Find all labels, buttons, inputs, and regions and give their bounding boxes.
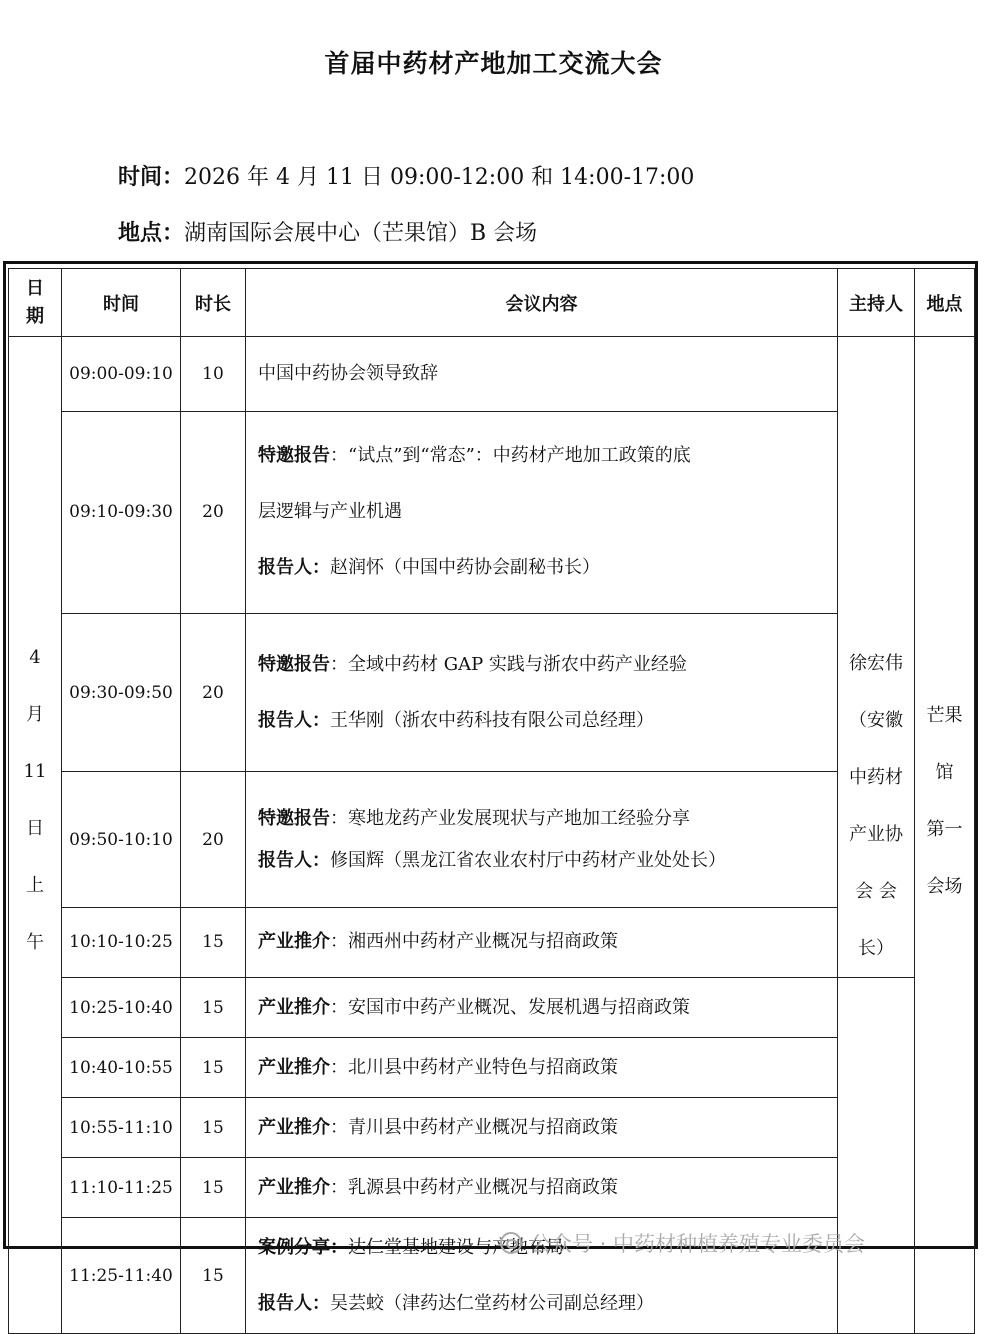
row-duration: 15 [181,1098,246,1158]
host-line: 会 会 [855,881,897,902]
content-label: 案例分享： [258,1236,348,1258]
date-char: 午 [26,932,44,953]
table-row [9,907,975,977]
table-row [9,613,975,772]
table-row [9,1038,975,1098]
content-label: 产业推介 [258,1116,330,1138]
table-row [9,411,975,613]
content-label: 产业推介 [258,1176,330,1198]
row-duration: 15 [181,978,246,1038]
row-content [246,337,838,412]
row-time: 09:30-09:50 [62,613,181,772]
content-label: 报告人： [258,1292,330,1314]
content-text: 达仁堂基地建设与产地布局 [348,1236,564,1258]
row-time: 10:40-10:55 [62,1038,181,1098]
host-line: 产业协 [849,824,903,845]
row-time: 09:10-09:30 [62,411,181,613]
content-label: 产业推介 [258,931,330,953]
content-text: 吴芸蛟（津药达仁堂药材公司副总经理） [330,1292,654,1314]
row-duration: 20 [181,613,246,772]
content-text: 赵润怀（中国中药协会副秘书长） [330,557,600,579]
place-value: 湖南国际会展中心（芒果馆）B 会场 [184,221,538,246]
date-char: 11 [23,761,47,782]
date-char: 上 [26,875,44,896]
watermark-text: 公众号 · 中药材种植养殖专业委员会 [530,1232,866,1256]
page-title: 首届中药材产地加工交流大会 [324,49,663,78]
row-content [246,978,838,1038]
header-duration: 时长 [181,269,246,337]
content-label: 特邀报告 [258,807,330,829]
content-label: 报告人： [258,557,330,579]
row-duration: 15 [181,1218,246,1334]
table-row [9,772,975,907]
content-text: ：全域中药材 GAP 实践与浙农中药产业经验 [330,653,687,675]
schedule-table [8,268,975,1334]
venue-line: 第一 [926,819,963,840]
row-time: 09:50-10:10 [62,772,181,907]
header-date [9,269,62,337]
row-content [246,1158,838,1218]
row-time: 11:10-11:25 [62,1158,181,1218]
venue-line: 会场 [926,876,963,897]
host-line: （安徽 [849,710,903,731]
content-label: 报告人： [258,709,330,731]
row-time: 10:10-10:25 [62,907,181,977]
content-text: 层逻辑与产业机遇 [258,501,402,523]
venue-line: 馆 [935,762,954,783]
venue-cell [915,337,975,1334]
content-label: 特邀报告 [258,653,330,675]
host-line: 长） [858,938,894,959]
table-row [9,1158,975,1218]
row-duration: 20 [181,411,246,613]
row-time: 11:25-11:40 [62,1218,181,1334]
header-host: 主持人 [838,269,915,337]
table-row [9,1098,975,1158]
row-content [246,1098,838,1158]
venue-line: 芒果 [926,705,963,726]
table-row [9,978,975,1038]
content-text: ：寒地龙药产业发展现状与产地加工经验分享 [330,807,690,829]
header-content: 会议内容 [246,269,838,337]
row-content [246,1038,838,1098]
row-duration: 15 [181,907,246,977]
row-time: 10:25-10:40 [62,978,181,1038]
date-char: 日 [26,818,44,839]
table-row [9,337,975,412]
date-cell [9,337,62,1334]
time-label: 时间： [118,165,185,190]
content-text: ：湘西州中药材产业概况与招商政策 [330,931,618,953]
row-content [246,411,838,613]
watermark [500,1228,865,1258]
row-content [246,613,838,772]
row-content [246,772,838,907]
content-label: 报告人： [258,849,330,871]
content-label: 产业推介 [258,996,330,1018]
meeting-time [118,160,694,191]
wechat-icon [500,1232,522,1254]
content-text: 王华刚（浙农中药科技有限公司总经理） [330,709,654,731]
row-duration: 10 [181,337,246,412]
host-cell-empty [838,978,915,1334]
content-label: 特邀报告 [258,445,330,467]
content-text: ：青川县中药材产业概况与招商政策 [330,1116,618,1138]
host-cell [838,337,915,978]
content-text: ：北川县中药材产业特色与招商政策 [330,1056,618,1078]
content-text: ：“试点”到“常态”：中药材产地加工政策的底 [330,445,691,467]
row-time: 09:00-09:10 [62,337,181,412]
row-duration: 15 [181,1158,246,1218]
date-char: 月 [26,704,44,725]
header-date-char-2: 期 [26,305,44,327]
header-venue: 地点 [915,269,975,337]
meeting-place [118,216,537,247]
host-line: 中药材 [849,767,903,788]
header-row [9,269,975,337]
content-text: 修国辉（黑龙江省农业农村厅中药材产业处处长） [330,849,726,871]
content-label: 产业推介 [258,1056,330,1078]
time-value: 2026 年 4 月 11 日 09:00-12:00 和 14:00-17:00 [184,165,695,190]
header-date-char-1: 日 [26,277,44,299]
date-char: 4 [29,647,41,668]
content-text: 中国中药协会领导致辞 [258,362,438,384]
row-duration: 15 [181,1038,246,1098]
place-label: 地点： [118,221,185,246]
content-text: ：安国市中药产业概况、发展机遇与招商政策 [330,996,690,1018]
row-time: 10:55-11:10 [62,1098,181,1158]
row-duration: 20 [181,772,246,907]
host-line: 徐宏伟 [849,653,903,674]
content-text: ：乳源县中药材产业概况与招商政策 [330,1176,618,1198]
header-time: 时间 [62,269,181,337]
row-content [246,907,838,977]
